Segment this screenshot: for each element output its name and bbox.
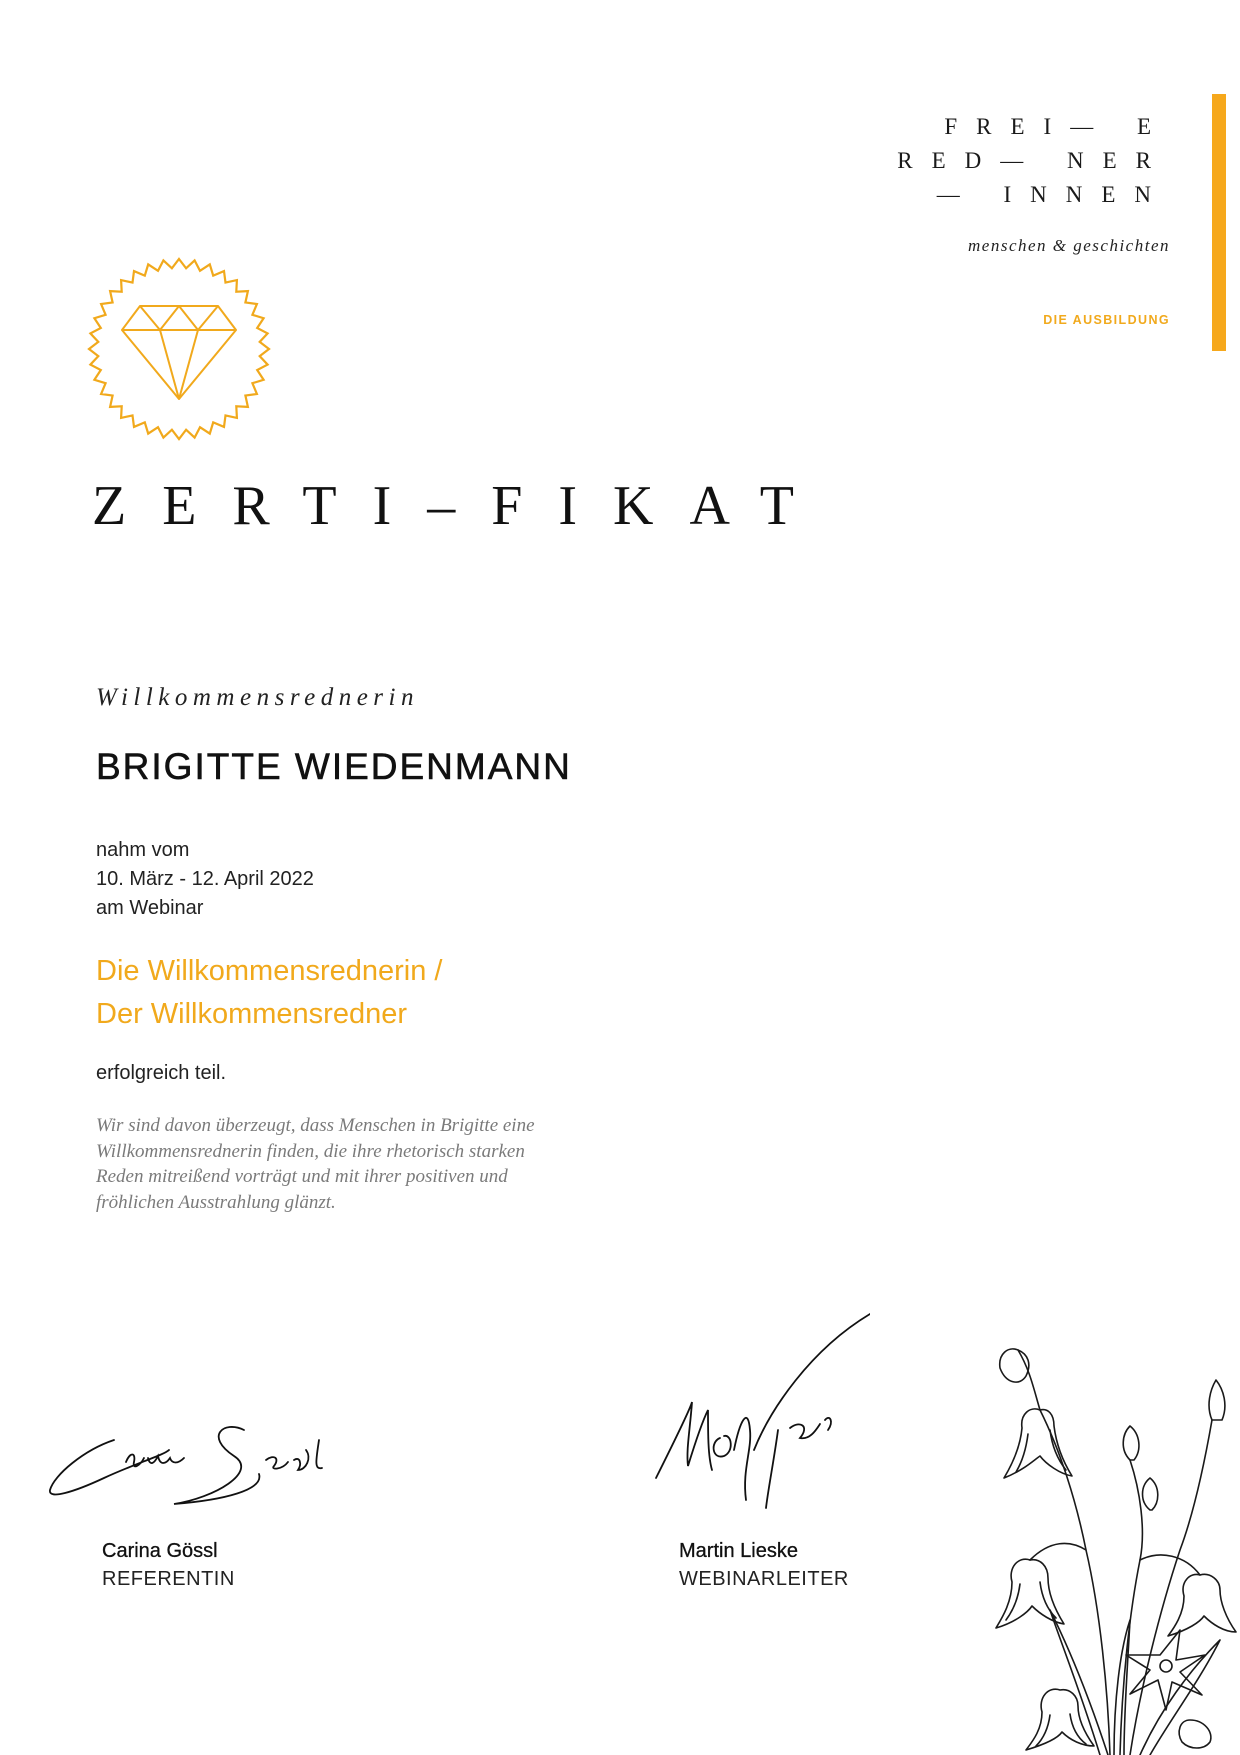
signature-carina-goessl [44,1400,334,1510]
webinar-title-line: Die Willkommensrednerin / [96,955,443,987]
intro-line: am Webinar [96,897,204,919]
recommendation-quote [96,1113,636,1215]
flower-illustration [990,1310,1240,1755]
completion-text: erfolgreich teil. [96,1062,227,1084]
signatory-role: WEBINARLEITER [679,1568,849,1590]
program-label: DIE AUSBILDUNG [1043,313,1170,327]
intro-line: nahm vom [96,839,190,861]
participation-text [96,836,314,923]
webinar-title-line: Der Willkommensredner [96,998,408,1030]
signatory-name: Martin Lieske [679,1540,798,1562]
certificate-role: Willkommensrednerin [96,684,419,711]
signatory-name: Carina Gössl [102,1540,218,1562]
recipient-name: BRIGITTE WIEDENMANN [96,746,572,787]
logo-tagline: menschen & geschichten [968,236,1170,255]
logo-line-1: FREI— E [944,114,1170,139]
accent-bar [1212,94,1226,351]
diamond-seal-icon [86,256,272,442]
quote-line: Wir sind davon überzeugt, dass Menschen in Brigitte eine [96,1115,535,1136]
logo-line-3: — INNEN [936,182,1170,207]
signatory-role: REFERENTIN [102,1568,235,1590]
certificate-title: ZERTI–FIKAT [92,475,830,537]
logo-line-2: RED— NER [897,148,1170,173]
quote-line: fröhlichen Ausstrahlung glänzt. [96,1191,336,1213]
webinar-title [96,950,443,1036]
signature-martin-lieske [650,1310,870,1510]
quote-line: Reden mitreißend vorträgt und mit ihrer positiven und [96,1166,508,1187]
quote-line: Willkommensrednerin finden, die ihre rhetorisch starken [96,1140,525,1162]
intro-line: 10. März - 12. April 2022 [96,868,314,890]
